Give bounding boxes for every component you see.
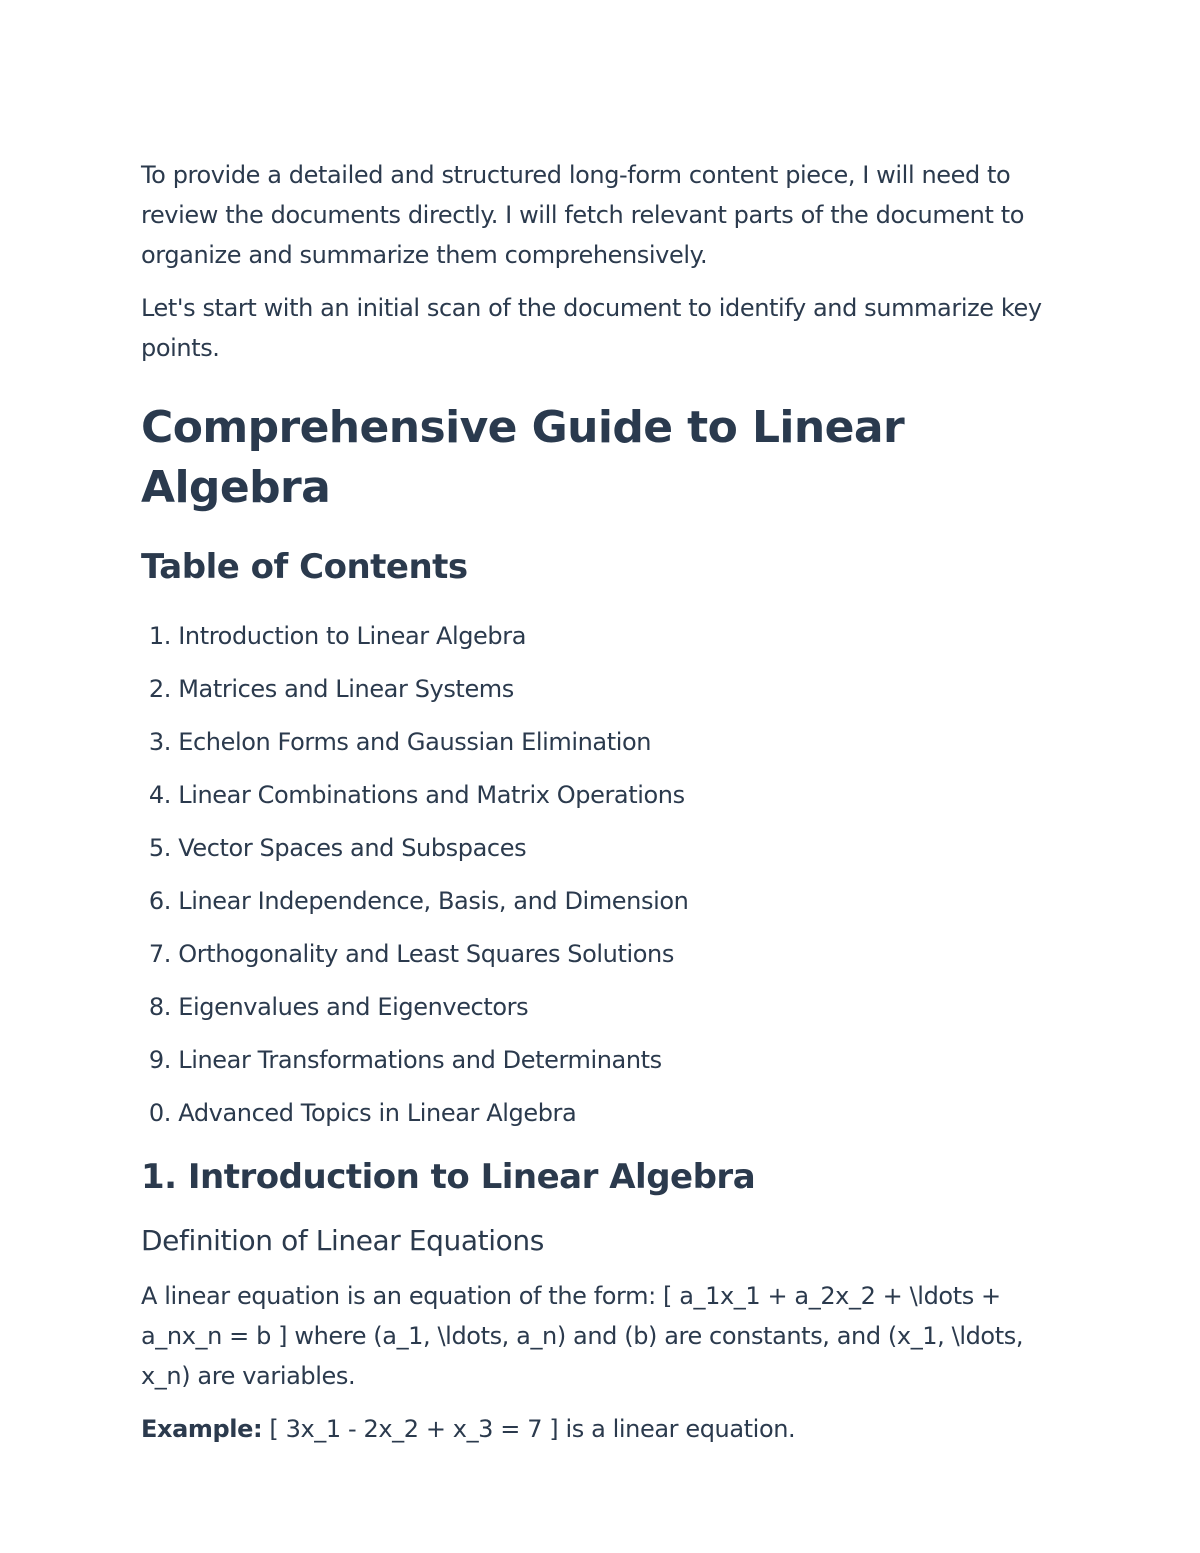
toc-item-label: Advanced Topics in Linear Algebra: [178, 1099, 577, 1127]
toc-item-number: 9.: [148, 1046, 171, 1074]
toc-item-label: Introduction to Linear Algebra: [178, 622, 527, 650]
toc-item-label: Linear Combinations and Matrix Operations: [178, 781, 685, 809]
toc-item-label: Vector Spaces and Subspaces: [178, 834, 527, 862]
toc-item: [141, 934, 1071, 974]
toc-heading: Table of Contents: [141, 547, 468, 587]
definition-paragraph: A linear equation is an equation of the form: [ a_1x_1 + a_2x_2 + \ldots + a_nx_n = b ] where (a_1, \ldots, a_n) and (b) are constants, and (x_1, \ldots, x_n) are variables.: [141, 1282, 1024, 1390]
document-title: Comprehensive Guide to Linear Algebra: [141, 402, 905, 513]
toc-item-number: 6.: [148, 887, 171, 915]
toc-item-number: 7.: [148, 940, 171, 968]
toc-item-number: 3.: [148, 728, 171, 756]
toc-item-number: 5.: [148, 834, 171, 862]
toc-item: [141, 722, 1071, 762]
subsection-heading: Definition of Linear Equations: [141, 1224, 544, 1257]
toc-item-label: Echelon Forms and Gaussian Elimination: [178, 728, 652, 756]
toc-item: [141, 669, 1071, 709]
toc-item: [141, 1040, 1071, 1080]
toc-item: [141, 1093, 1071, 1133]
example-label: Example:: [141, 1415, 263, 1443]
toc-item-number: 1.: [148, 622, 171, 650]
intro-paragraph-2: Let's start with an initial scan of the document to identify and summarize key points.: [141, 294, 1042, 362]
toc-item-label: Eigenvalues and Eigenvectors: [178, 993, 529, 1021]
toc-item: [141, 987, 1071, 1027]
toc-item: [141, 881, 1071, 921]
toc-item-label: Orthogonality and Least Squares Solutions: [178, 940, 674, 968]
section-heading: 1. Introduction to Linear Algebra: [141, 1157, 756, 1197]
toc-item-number: 8.: [148, 993, 171, 1021]
toc-item-label: Matrices and Linear Systems: [178, 675, 514, 703]
toc-item: [141, 616, 1071, 656]
intro-paragraph-1: To provide a detailed and structured long-form content piece, I will need to review the documents directly. I will fetch relevant parts of the document to organize and summarize them comprehensively.: [141, 161, 1025, 269]
toc-item-number: 2.: [148, 675, 171, 703]
toc-item: [141, 828, 1071, 868]
section-body: [141, 1276, 1071, 1449]
toc-item-label: Linear Transformations and Determinants: [178, 1046, 662, 1074]
toc-item-number: 4.: [148, 781, 171, 809]
example-paragraph: [141, 1409, 1071, 1449]
toc-item-number: 0.: [148, 1099, 171, 1127]
table-of-contents: [141, 616, 1071, 1133]
toc-item-label: Linear Independence, Basis, and Dimension: [178, 887, 689, 915]
document-page: [141, 155, 1071, 1449]
example-text: [ 3x_1 - 2x_2 + x_3 = 7 ] is a linear equation.: [262, 1415, 796, 1443]
toc-item: [141, 775, 1071, 815]
intro-section: [141, 155, 1071, 368]
